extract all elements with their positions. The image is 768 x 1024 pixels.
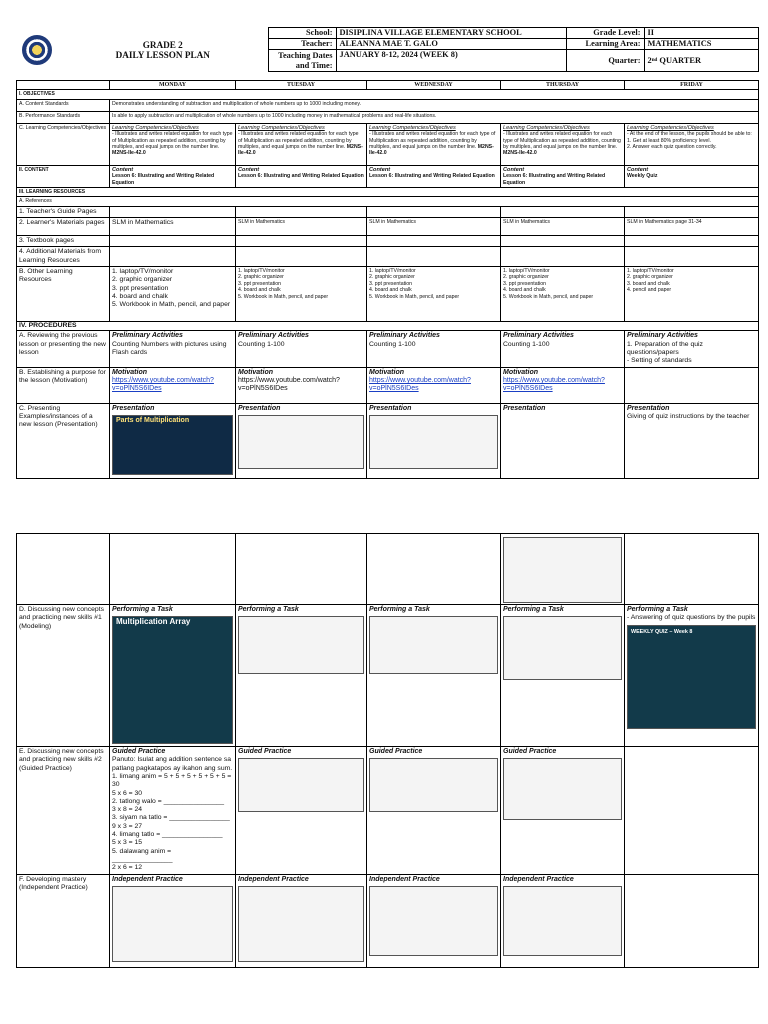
groups-worksheet-image bbox=[369, 415, 498, 469]
performance-standards-text: Is able to apply subtraction and multiplication of whole numbers up to 1000 including money in mathematical problems and real-life situations. bbox=[110, 111, 759, 123]
guided-heading: Guided Practice bbox=[503, 748, 557, 755]
other-resources-label: B. Other Learning Resources bbox=[17, 267, 110, 322]
weekly-quiz-image bbox=[627, 625, 756, 729]
corner-cell bbox=[17, 81, 110, 90]
modeling-monday bbox=[110, 605, 236, 747]
objectives-heading: I. OBJECTIVES bbox=[17, 90, 759, 99]
content-heading: Content bbox=[503, 166, 525, 173]
competency-tuesday bbox=[236, 123, 367, 165]
reviewing-thursday bbox=[501, 331, 625, 367]
reviewing-tuesday bbox=[236, 331, 367, 367]
performing-heading: Performing a Task bbox=[627, 606, 688, 613]
content-standards-text: Demonstrates understanding of subtraction and multiplication of whole numbers up to 1000 including money. bbox=[110, 99, 759, 111]
modeling-tuesday bbox=[236, 605, 367, 747]
presentation-thursday bbox=[501, 403, 625, 478]
youtube-link[interactable]: https://www.youtube.com/watch?v=oPlN5S6IDes bbox=[238, 377, 340, 393]
independent-thursday bbox=[501, 874, 625, 967]
competency-text: - Illustrates and writes related equation for each type of Multiplication as repeated addition, counting by multiples, and equal jumps on the number line. bbox=[503, 131, 621, 151]
independent-heading: Independent Practice bbox=[238, 875, 309, 883]
other-resources-monday: 1. laptop/TV/monitor 2. graphic organizer 3. ppt presentation 4. board and chalk 5. Workbook in Math, pencil, and paper bbox=[110, 267, 236, 322]
motivation-wednesday bbox=[367, 367, 501, 403]
modeling-wednesday bbox=[367, 605, 501, 747]
content-heading: Content bbox=[627, 166, 649, 173]
competency-friday bbox=[625, 123, 759, 165]
day-friday: FRIDAY bbox=[625, 81, 759, 90]
content-lesson: Lesson 6: Illustrating and Writing Related Equation bbox=[369, 173, 495, 180]
parts-of-multiplication-title: Parts of Multiplication bbox=[116, 417, 190, 425]
school-label: School: bbox=[268, 28, 336, 39]
title-cell bbox=[58, 28, 268, 72]
competency-heading: Learning Competencies/Objectives bbox=[503, 124, 590, 131]
quarter-label: Quarter: bbox=[566, 50, 644, 72]
day-monday: MONDAY bbox=[110, 81, 236, 90]
counting-text: Counting 1-100 bbox=[238, 340, 285, 348]
reviewing-friday-text: 1. Preparation of the quiz questions/papers - Setting of standards bbox=[627, 340, 703, 365]
grade-title: GRADE 2 bbox=[142, 39, 183, 50]
header-table bbox=[16, 27, 759, 72]
teaching-dates-label: Teaching Dates and Time: bbox=[268, 50, 336, 72]
presentation-label: C. Presenting Examples/instances of a new lesson (Presentation) bbox=[17, 403, 110, 478]
presentation-heading: Presentation bbox=[627, 404, 670, 412]
guided-thursday bbox=[501, 747, 625, 875]
learning-area-label: Learning Area: bbox=[566, 39, 644, 50]
learning-area-value: MATHEMATICS bbox=[644, 39, 758, 50]
teacher-label: Teacher: bbox=[268, 39, 336, 50]
guided-practice-label: E. Discussing new concepts and practicing new skills #2 (Guided Practice) bbox=[17, 747, 110, 875]
youtube-link[interactable]: https://www.youtube.com/watch?v=oPlN5S6IDes bbox=[112, 377, 214, 393]
prelim-heading: Preliminary Activities bbox=[503, 332, 574, 340]
youtube-link[interactable]: https://www.youtube.com/watch?v=oPlN5S6IDes bbox=[369, 377, 471, 393]
guided-heading: Guided Practice bbox=[112, 748, 166, 755]
competency-heading: Learning Competencies/Objectives bbox=[238, 124, 325, 131]
content-wednesday bbox=[367, 165, 501, 187]
content-lesson: Lesson 6: Illustrating and Writing Related Equation bbox=[112, 173, 215, 186]
modeling-friday bbox=[625, 605, 759, 747]
performing-heading: Performing a Task bbox=[238, 606, 299, 613]
references-label: A. References bbox=[17, 197, 759, 206]
performing-heading: Performing a Task bbox=[112, 606, 173, 613]
prelim-heading: Preliminary Activities bbox=[627, 332, 698, 340]
skip-counting-worksheet-image bbox=[503, 616, 622, 680]
lm-monday: SLM in Mathematics bbox=[110, 218, 236, 236]
independent-heading: Independent Practice bbox=[503, 875, 574, 883]
independent-monday bbox=[110, 874, 236, 967]
presentation-heading: Presentation bbox=[503, 404, 546, 412]
content-lesson: Lesson 6: Illustrating and Writing Related Equation bbox=[238, 173, 364, 180]
competency-heading: Learning Competencies/Objectives bbox=[369, 124, 456, 131]
reviewing-label: A. Reviewing the previous lesson or presenting the new lesson bbox=[17, 331, 110, 367]
lm-friday: SLM in Mathematics page 31-34 bbox=[625, 218, 759, 236]
competency-heading: Learning Competencies/Objectives bbox=[627, 124, 714, 131]
presentation-heading: Presentation bbox=[112, 404, 155, 412]
competencies-label: C. Learning Competencies/Objectives bbox=[17, 123, 110, 165]
performing-heading: Performing a Task bbox=[369, 606, 430, 613]
motivation-thursday bbox=[501, 367, 625, 403]
textbook-label: 3. Textbook pages bbox=[17, 236, 110, 247]
content-heading: Content bbox=[112, 166, 134, 173]
thursday-carryover-cell bbox=[501, 534, 625, 605]
weekly-quiz-title: WEEKLY QUIZ – Week 8 bbox=[631, 628, 693, 635]
competency-friday-text: - At the end of the lesson, the pupils should be able to: 1. Get at least 80% proficiency level. 2. Answer each quiz question correctly. bbox=[627, 131, 752, 151]
motivation-heading: Motivation bbox=[369, 368, 404, 376]
reviewing-monday-text: Counting Numbers with pictures using Flash cards bbox=[112, 340, 227, 357]
independent-wednesday bbox=[367, 874, 501, 967]
modeling-label: D. Discussing new concepts and practicing new skills #1 (Modeling) bbox=[17, 605, 110, 747]
teaching-dates-value: JANUARY 8-12, 2024 (WEEK 8) bbox=[336, 50, 566, 72]
plan-title: DAILY LESSON PLAN bbox=[115, 49, 210, 60]
presentation-monday bbox=[110, 403, 236, 478]
multiplication-sentence-worksheet-image bbox=[369, 758, 498, 812]
competency-text: - Illustrates and writes related equation for each type of Multiplication as repeated addition, counting by multiples, and equal jumps on the number line. bbox=[238, 131, 359, 151]
grade-level-value: II bbox=[644, 28, 758, 39]
independent-tuesday bbox=[236, 874, 367, 967]
content-lesson: Lesson 6: Illustrating and Writing Related Equation bbox=[503, 173, 606, 186]
motivation-heading: Motivation bbox=[238, 368, 273, 376]
repeated-addition-practice-image bbox=[112, 886, 233, 962]
competency-code: M2NS-IIe-42.0 bbox=[112, 150, 146, 157]
equal-groups-worksheet-image bbox=[503, 537, 622, 603]
other-resources-thursday: 1. laptop/TV/monitor 2. graphic organizer 3. ppt presentation 4. board and chalk 5. Workbook in Math, pencil, and paper bbox=[501, 267, 625, 322]
number-line-worksheet-image bbox=[369, 616, 498, 674]
content-heading: Content bbox=[369, 166, 391, 173]
independent-heading: Independent Practice bbox=[369, 875, 440, 883]
modeling-thursday bbox=[501, 605, 625, 747]
presentation-tuesday bbox=[236, 403, 367, 478]
content-tuesday bbox=[236, 165, 367, 187]
competency-code: M2NS-IIe-42.0 bbox=[369, 144, 494, 157]
presentation-heading: Presentation bbox=[238, 404, 281, 412]
reviewing-friday bbox=[625, 331, 759, 367]
counting-text: Counting 1-100 bbox=[369, 340, 416, 348]
prelim-heading: Preliminary Activities bbox=[112, 332, 183, 340]
other-resources-friday: 1. laptop/TV/monitor 2. graphic organizer 3. board and chalk 4. pencil and paper bbox=[625, 267, 759, 322]
guided-heading: Guided Practice bbox=[238, 748, 292, 755]
number-line-jump-worksheet-image bbox=[238, 758, 364, 812]
repeated-addition-worksheet-image bbox=[238, 415, 364, 469]
modeling-friday-text: - Answering of quiz questions by the pupils bbox=[627, 614, 756, 622]
competency-text: - Illustrates and writes related equation for each type of Multiplication as repeated addition, counting by multiples, and equal jumps on the number line. bbox=[112, 131, 233, 151]
performing-heading: Performing a Task bbox=[503, 606, 564, 613]
prelim-heading: Preliminary Activities bbox=[238, 332, 309, 340]
other-resources-wednesday: 1. laptop/TV/monitor 2. graphic organizer 3. ppt presentation 4. board and chalk 5. Workbook in Math, pencil, and paper bbox=[367, 267, 501, 322]
sentence-practice-image bbox=[503, 886, 622, 956]
presentation-friday-text: Giving of quiz instructions by the teacher bbox=[627, 413, 750, 421]
prelim-heading: Preliminary Activities bbox=[369, 332, 440, 340]
lm-thursday: SLM in Mathematics bbox=[501, 218, 625, 236]
competency-thursday bbox=[501, 123, 625, 165]
content-heading: Content bbox=[238, 166, 260, 173]
groups-practice-image bbox=[238, 886, 364, 962]
motivation-heading: Motivation bbox=[112, 368, 147, 376]
lesson-plan-table-page-2 bbox=[16, 533, 759, 968]
motivation-monday bbox=[110, 367, 236, 403]
parts-of-multiplication-image bbox=[112, 415, 233, 475]
motivation-tuesday bbox=[236, 367, 367, 403]
other-resources-tuesday: 1. laptop/TV/monitor 2. graphic organizer 3. ppt presentation 4. board and chalk 5. Workbook in Math, pencil, and paper bbox=[236, 267, 367, 322]
learners-materials-label: 2. Learner's Materials pages bbox=[17, 218, 110, 236]
performance-standards-label: B. Performance Standards bbox=[17, 111, 110, 123]
presentation-friday bbox=[625, 403, 759, 478]
content-monday bbox=[110, 165, 236, 187]
multiplication-array-title: Multiplication Array bbox=[116, 617, 191, 627]
motivation-heading: Motivation bbox=[503, 368, 538, 376]
guided-heading: Guided Practice bbox=[369, 748, 423, 755]
presentation-heading: Presentation bbox=[369, 404, 412, 412]
content-weekly-quiz: Weekly Quiz bbox=[627, 173, 658, 180]
day-thursday: THURSDAY bbox=[501, 81, 625, 90]
day-wednesday: WEDNESDAY bbox=[367, 81, 501, 90]
guided-monday bbox=[110, 747, 236, 875]
content-label: II. CONTENT bbox=[17, 165, 110, 187]
presentation-wednesday bbox=[367, 403, 501, 478]
school-seal-cell bbox=[16, 28, 58, 72]
teachers-guide-label: 1. Teacher's Guide Pages bbox=[17, 206, 110, 217]
guided-monday-text: Panuto: Isulat ang addition sentence sa patlang pagkatapos ay ikahon ang sum. 1. limang anim = 5 + 5 + 5 + 5 + 5 + 5 = 30 5 x 6 = 30 2. tatlong walo = ________________ 3 x 8 = 24 3. siyam na tatlo = ________________ 9 x 3 = 27 4. limang tatlo = ________________ 5 x 3 = 15 5. dalawang anim = ________________ 2 x 6 = 12 bbox=[112, 756, 233, 872]
grade-level-label: Grade Level: bbox=[566, 28, 644, 39]
reviewing-monday bbox=[110, 331, 236, 367]
independent-heading: Independent Practice bbox=[112, 875, 183, 883]
quarter-value: 2ⁿᵈ QUARTER bbox=[644, 50, 758, 72]
guided-tuesday bbox=[236, 747, 367, 875]
content-thursday bbox=[501, 165, 625, 187]
competency-code: M2NS-IIe-42.0 bbox=[503, 150, 537, 157]
competency-code: M2NS-IIe-42.0 bbox=[238, 144, 363, 157]
competency-monday bbox=[110, 123, 236, 165]
deped-seal-icon bbox=[22, 35, 52, 65]
school-value: DISIPLINA VILLAGE ELEMENTARY SCHOOL bbox=[336, 28, 566, 39]
procedures-heading: IV. PROCEDURES bbox=[17, 322, 759, 331]
lm-wednesday: SLM in Mathematics bbox=[367, 218, 501, 236]
resources-heading: III. LEARNING RESOURCES bbox=[17, 188, 759, 197]
content-standards-label: A. Content Standards bbox=[17, 99, 110, 111]
competency-text: - Illustrates and writes related equation for each type of Multiplication as repeated addition, counting by multiples, and equal jumps on the number line. bbox=[369, 131, 496, 151]
motivation-friday bbox=[625, 367, 759, 403]
day-tuesday: TUESDAY bbox=[236, 81, 367, 90]
competency-heading: Learning Competencies/Objectives bbox=[112, 124, 199, 131]
guided-friday bbox=[625, 747, 759, 875]
teacher-value: ALEANNA MAE T. GALO bbox=[336, 39, 566, 50]
motivation-label: B. Establishing a purpose for the lesson (Motivation) bbox=[17, 367, 110, 403]
content-friday bbox=[625, 165, 759, 187]
reviewing-wednesday bbox=[367, 331, 501, 367]
number-line-practice-image bbox=[369, 886, 498, 956]
counting-text: Counting 1-100 bbox=[503, 340, 550, 348]
pagsasanay-worksheet-image bbox=[503, 758, 622, 820]
multiplication-array-image bbox=[112, 616, 233, 744]
youtube-link[interactable]: https://www.youtube.com/watch?v=oPlN5S6IDes bbox=[503, 377, 605, 393]
counting-by-multiples-worksheet-image bbox=[238, 616, 364, 674]
independent-friday bbox=[625, 874, 759, 967]
lesson-plan-table-page-1 bbox=[16, 80, 759, 479]
independent-practice-label: F. Developing mastery (Independent Practice) bbox=[17, 874, 110, 967]
competency-wednesday bbox=[367, 123, 501, 165]
lm-tuesday: SLM in Mathematics bbox=[236, 218, 367, 236]
additional-materials-label: 4. Additional Materials from Learning Resources bbox=[17, 247, 110, 267]
guided-wednesday bbox=[367, 747, 501, 875]
